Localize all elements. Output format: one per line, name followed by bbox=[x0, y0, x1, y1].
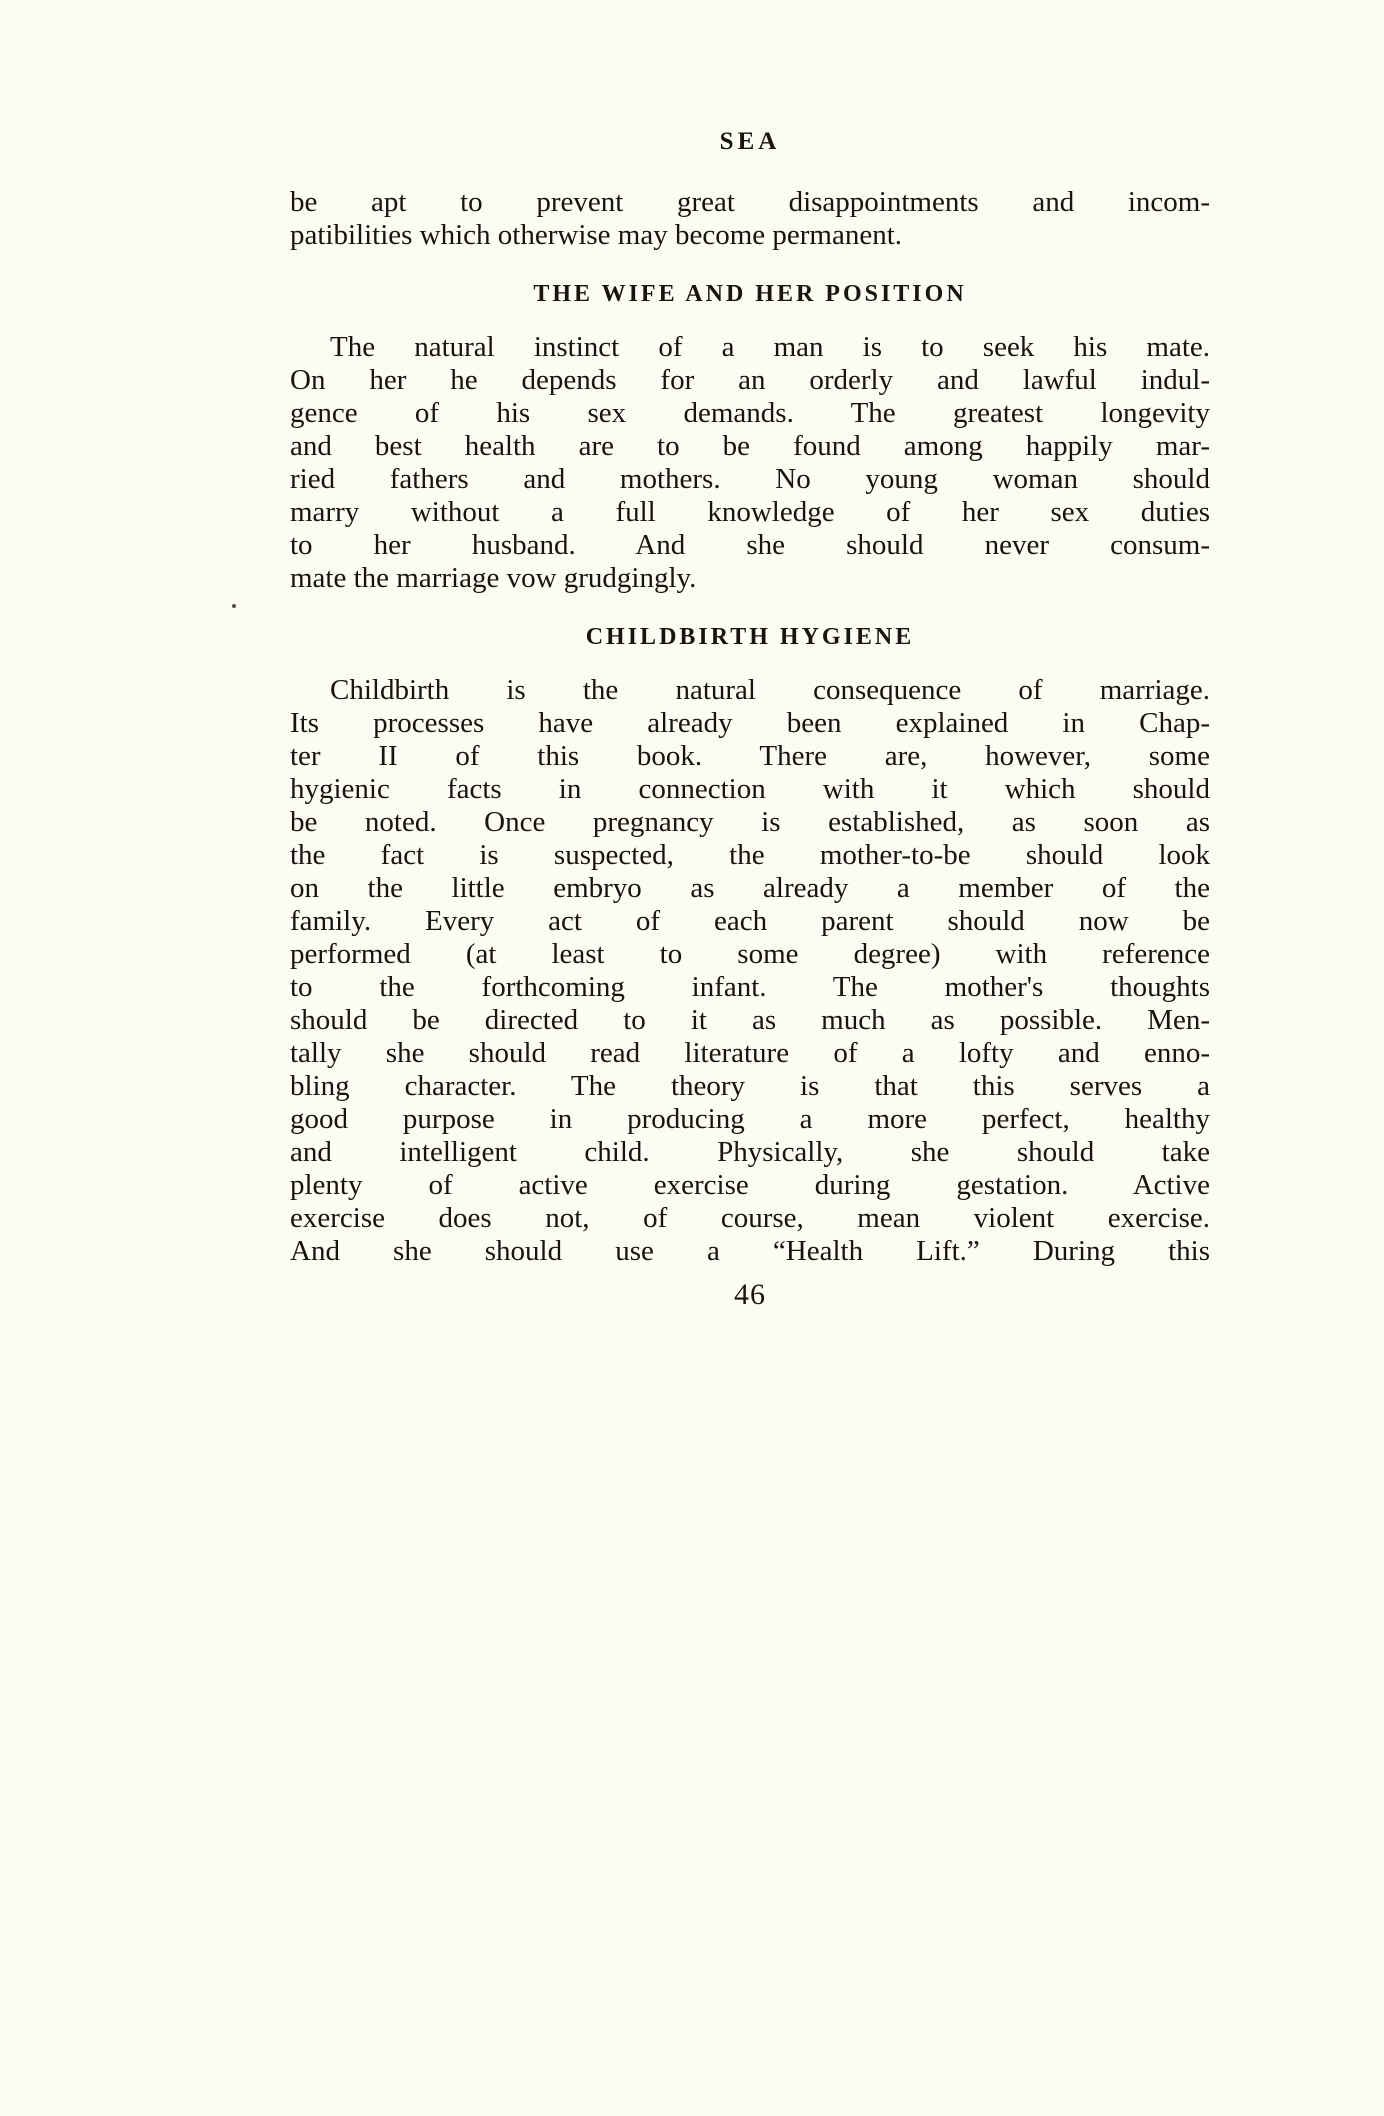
text-line: The natural instinct of a man is to seek his mate. bbox=[330, 331, 1210, 363]
text-line: plenty of active exercise during gestation. Active bbox=[290, 1169, 1210, 1201]
text-line: marry without a full knowledge of her sex duties bbox=[290, 496, 1210, 528]
text-line: to her husband. And she should never consum- bbox=[290, 529, 1210, 561]
text-line: Its processes have already been explained in Chap- bbox=[290, 707, 1210, 739]
paragraph bbox=[290, 674, 1210, 1268]
text-line: be noted. Once pregnancy is established, as soon as bbox=[290, 806, 1210, 838]
text-line: family. Every act of each parent should now be bbox=[290, 905, 1210, 937]
text-line: ter II of this book. There are, however, some bbox=[290, 740, 1210, 772]
text-line: Childbirth is the natural consequence of marriage. bbox=[330, 674, 1210, 706]
text-line: hygienic facts in connection with it which should bbox=[290, 773, 1210, 805]
text-line: be apt to prevent great disappointments and incom- bbox=[290, 186, 1210, 218]
text-line: bling character. The theory is that this serves a bbox=[290, 1070, 1210, 1102]
paragraph bbox=[290, 186, 1210, 252]
text-line: tally she should read literature of a lofty and enno- bbox=[290, 1037, 1210, 1069]
section-heading: THE WIFE AND HER POSITION bbox=[533, 281, 967, 307]
paragraph bbox=[290, 331, 1210, 595]
text-line: gence of his sex demands. The greatest longevity bbox=[290, 397, 1210, 429]
text-line: and best health are to be found among happily mar- bbox=[290, 430, 1210, 462]
text-column bbox=[290, 186, 1210, 1268]
text-line: On her he depends for an orderly and lawful indul- bbox=[290, 364, 1210, 396]
text-line: to the forthcoming infant. The mother's thoughts bbox=[290, 971, 1210, 1003]
text-line: good purpose in producing a more perfect, healthy bbox=[290, 1103, 1210, 1135]
text-line: mate the marriage vow grudgingly. bbox=[290, 562, 697, 594]
section-heading: CHILDBIRTH HYGIENE bbox=[585, 624, 915, 650]
text-line: performed (at least to some degree) with reference bbox=[290, 938, 1210, 970]
text-line: should be directed to it as much as possible. Men- bbox=[290, 1004, 1210, 1036]
text-line: exercise does not, of course, mean violent exercise. bbox=[290, 1202, 1210, 1234]
text-line: And she should use a “Health Lift.” During this bbox=[290, 1235, 1210, 1267]
running-head: SEA bbox=[719, 128, 781, 155]
page-number: 46 bbox=[734, 1278, 766, 1311]
text-line: and intelligent child. Physically, she should take bbox=[290, 1136, 1210, 1168]
scan-artifact-dot bbox=[232, 604, 236, 608]
text-line: patibilities which otherwise may become permanent. bbox=[290, 219, 903, 251]
text-line: the fact is suspected, the mother-to-be should look bbox=[290, 839, 1210, 871]
text-line: on the little embryo as already a member of the bbox=[290, 872, 1210, 904]
text-line: ried fathers and mothers. No young woman should bbox=[290, 463, 1210, 495]
